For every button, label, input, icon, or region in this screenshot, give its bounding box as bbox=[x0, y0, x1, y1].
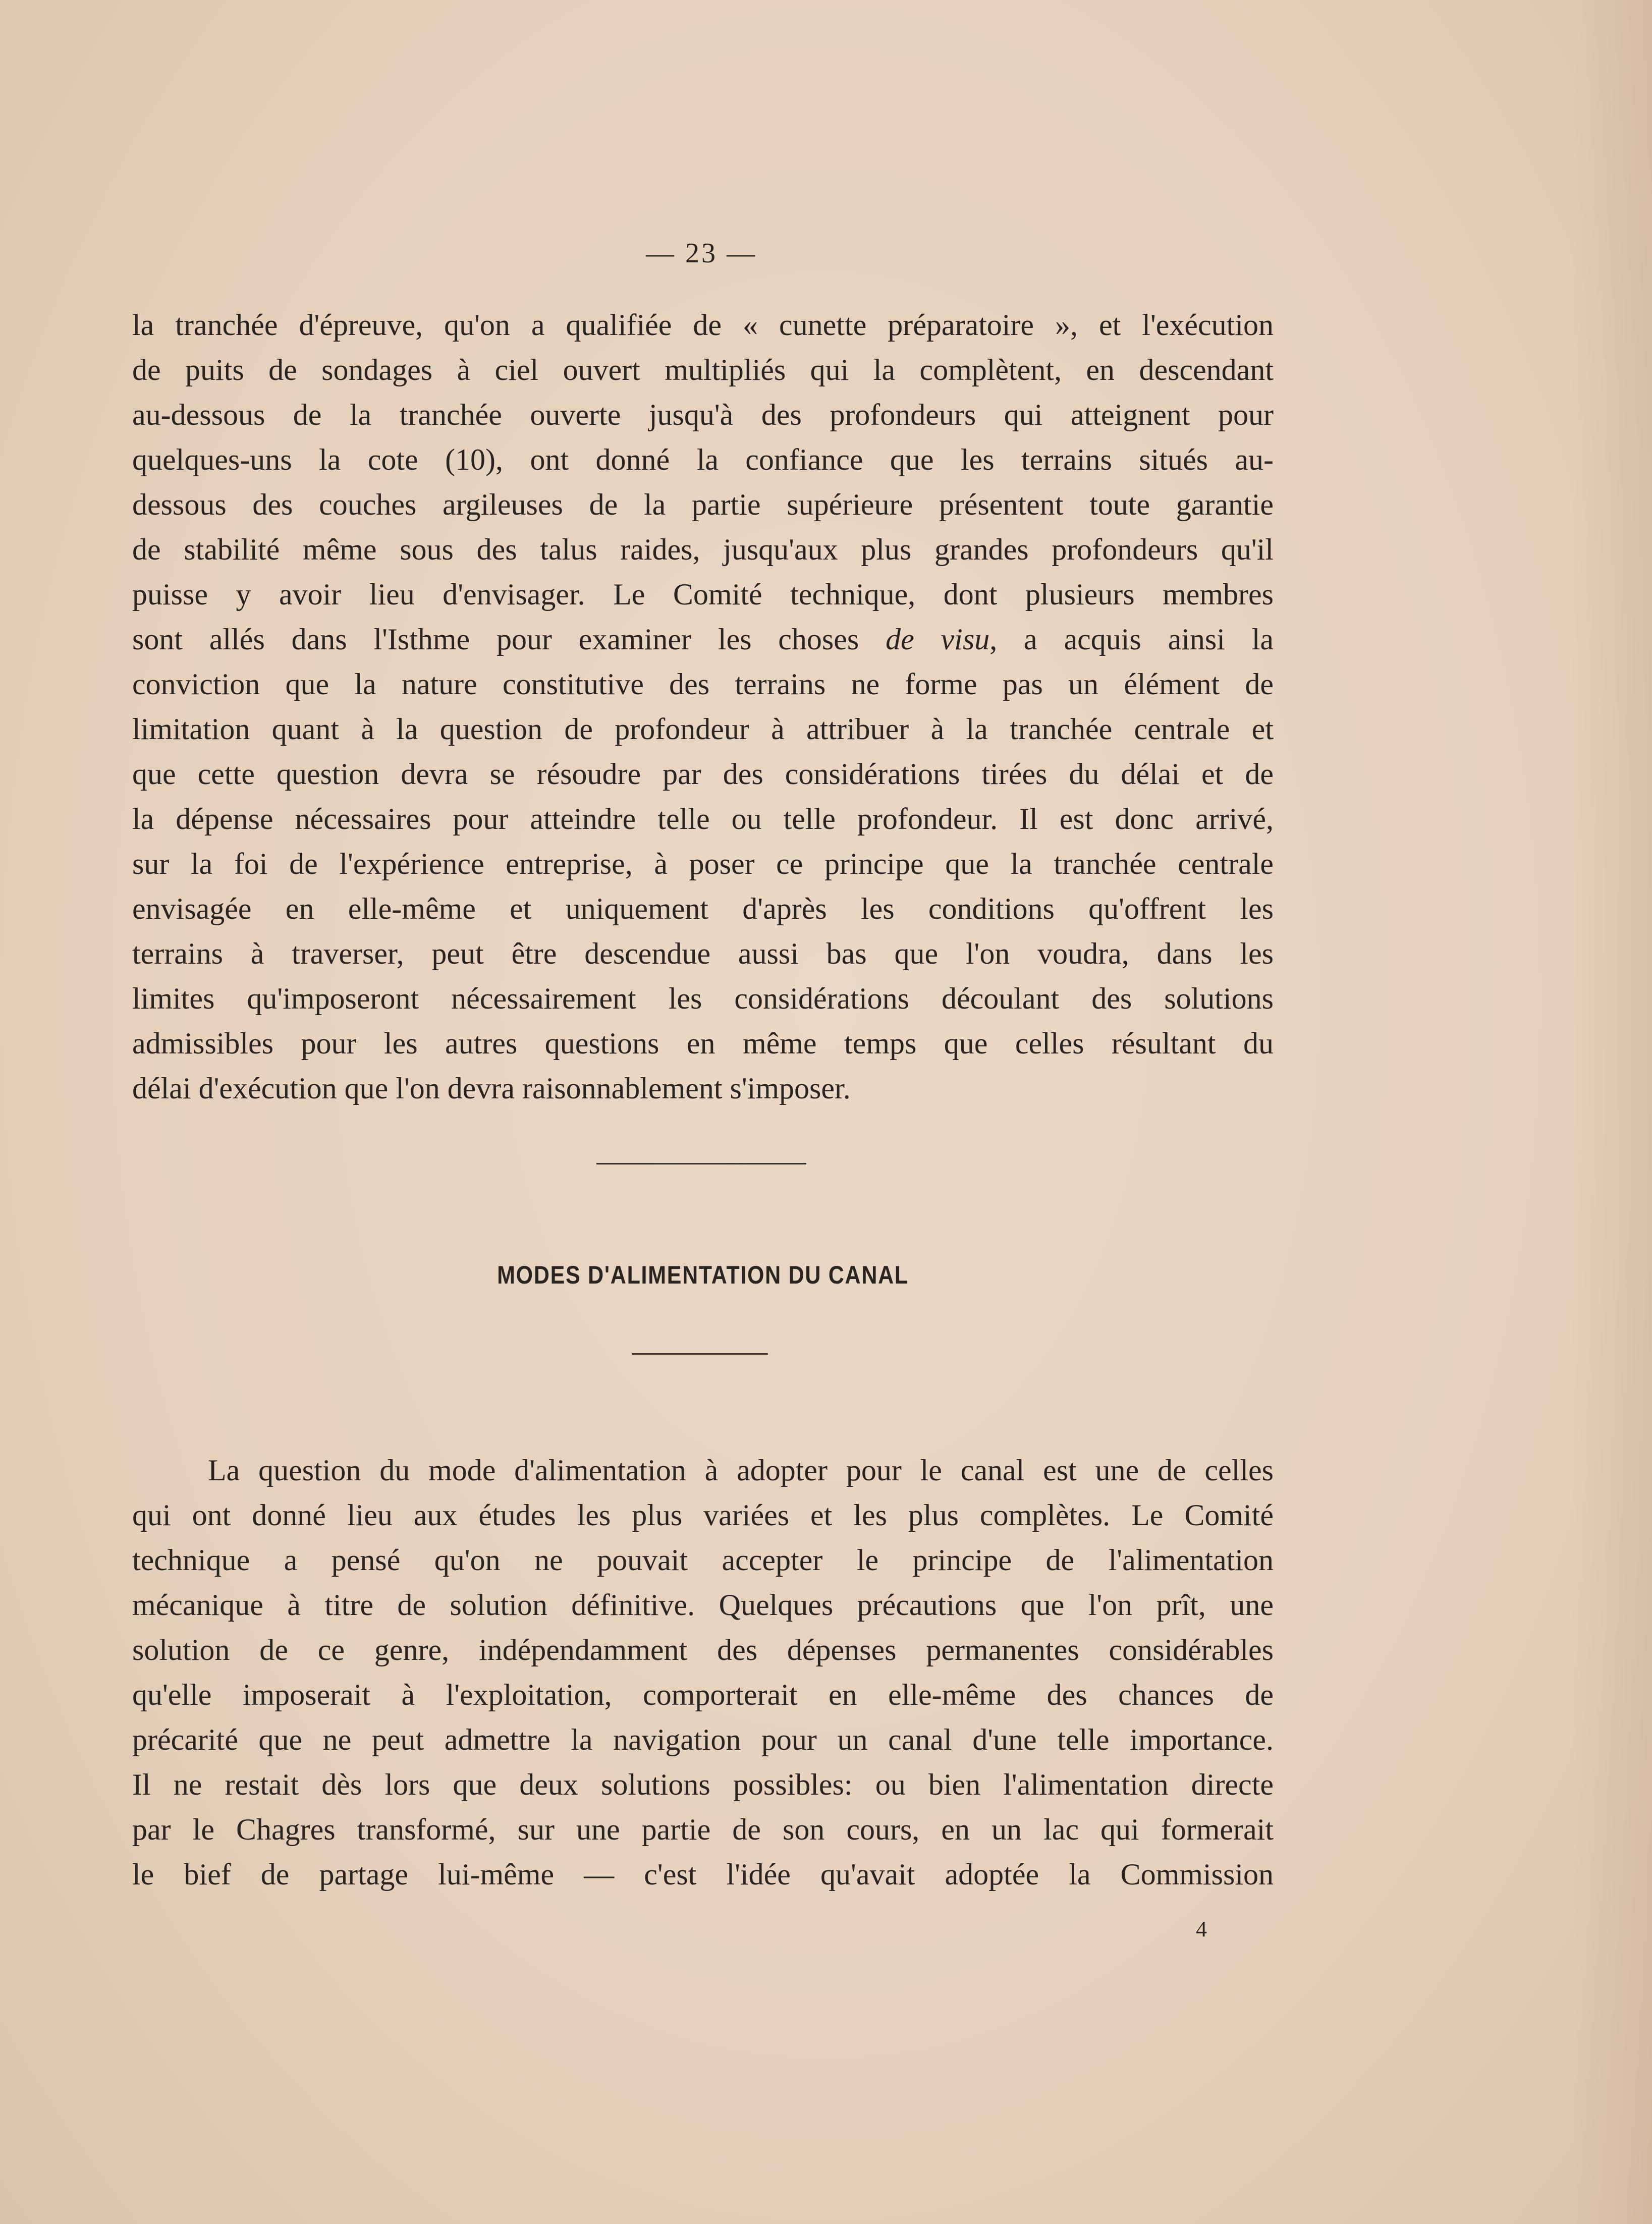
text-line: par le Chagres transformé, sur une partie de son cours, en un lac qui formerait bbox=[132, 1813, 1274, 1846]
text-line: que cette question devra se résoudre par des considérations tirées du délai et de bbox=[132, 757, 1274, 791]
text-line: limites qu'imposeront nécessairement les considérations découlant des solutions bbox=[132, 982, 1274, 1015]
text-line: technique a pensé qu'on ne pouvait accepter le principe de l'alimentation bbox=[132, 1543, 1274, 1577]
text-line: la dépense nécessaires pour atteindre telle ou telle profondeur. Il est donc arrivé, bbox=[132, 802, 1274, 836]
text-line: solution de ce genre, indépendamment des dépenses permanentes considérables bbox=[132, 1633, 1274, 1666]
italic-phrase: de visu bbox=[886, 623, 990, 656]
text-line: qui ont donné lieu aux études les plus variées et les plus complètes. Le Comité bbox=[132, 1498, 1274, 1532]
text-line: envisagée en elle-même et uniquement d'après les conditions qu'offrent les bbox=[132, 892, 1274, 925]
text-line: de puits de sondages à ciel ouvert multipliés qui la complètent, en descendant bbox=[132, 353, 1274, 386]
text-line: qu'elle imposerait à l'exploitation, comporterait en elle-même des chances de bbox=[132, 1678, 1274, 1711]
paragraph-tranchee bbox=[132, 303, 1274, 1111]
text-line: délai d'exécution que l'on devra raisonnablement s'imposer. bbox=[132, 1072, 851, 1105]
text-line: limitation quant à la question de profondeur à attribuer à la tranchée centrale et bbox=[132, 712, 1274, 746]
paragraph-alimentation bbox=[132, 1448, 1274, 1897]
text-segment: sont allés dans l'Isthme pour examiner les choses bbox=[132, 623, 859, 656]
text-line: Il ne restait dès lors que deux solutions possibles: ou bien l'alimentation directe bbox=[132, 1768, 1274, 1801]
text-line: de stabilité même sous des talus raides, jusqu'aux plus grandes profondeurs qu'il bbox=[132, 533, 1274, 566]
text-line: au-dessous de la tranchée ouverte jusqu'à des profondeurs qui atteignent pour bbox=[132, 398, 1274, 431]
text-line: mécanique à titre de solution définitive. Quelques précautions que l'on prît, une bbox=[132, 1588, 1274, 1622]
text-line: la tranchée d'épreuve, qu'on a qualifiée de « cunette préparatoire », et l'exécution bbox=[132, 308, 1274, 342]
text-line: quelques-uns la cote (10), ont donné la confiance que les terrains situés au- bbox=[132, 443, 1274, 476]
text-line: conviction que la nature constitutive des terrains ne forme pas un élément de bbox=[132, 668, 1274, 701]
text-line: dessous des couches argileuses de la partie supérieure présentent toute garantie bbox=[132, 488, 1274, 521]
page-number: — 23 — bbox=[646, 238, 757, 269]
signature-mark: 4 bbox=[1196, 1917, 1207, 1941]
text-line: puisse y avoir lieu d'envisager. Le Comité technique, dont plusieurs membres bbox=[132, 578, 1274, 611]
section-heading: MODES D'ALIMENTATION DU CANAL bbox=[497, 1261, 909, 1289]
section-divider-top bbox=[596, 1163, 806, 1164]
text-line: La question du mode d'alimentation à adopter pour le canal est une de celles bbox=[208, 1454, 1274, 1487]
text-line: le bief de partage lui-même — c'est l'idée qu'avait adoptée la Commission bbox=[132, 1858, 1274, 1891]
text-segment: , a acquis ainsi la bbox=[989, 623, 1274, 656]
page-edge-shadow bbox=[1571, 0, 1652, 2224]
section-divider-bottom bbox=[632, 1353, 768, 1355]
text-line: admissibles pour les autres questions en même temps que celles résultant du bbox=[132, 1027, 1274, 1060]
text-line: sur la foi de l'expérience entreprise, à poser ce principe que la tranchée centrale bbox=[132, 847, 1274, 880]
text-line-with-italic bbox=[132, 617, 1274, 662]
text-line: terrains à traverser, peut être descendue aussi bas que l'on voudra, dans les bbox=[132, 937, 1274, 970]
text-line: précarité que ne peut admettre la navigation pour un canal d'une telle importance. bbox=[132, 1723, 1274, 1756]
